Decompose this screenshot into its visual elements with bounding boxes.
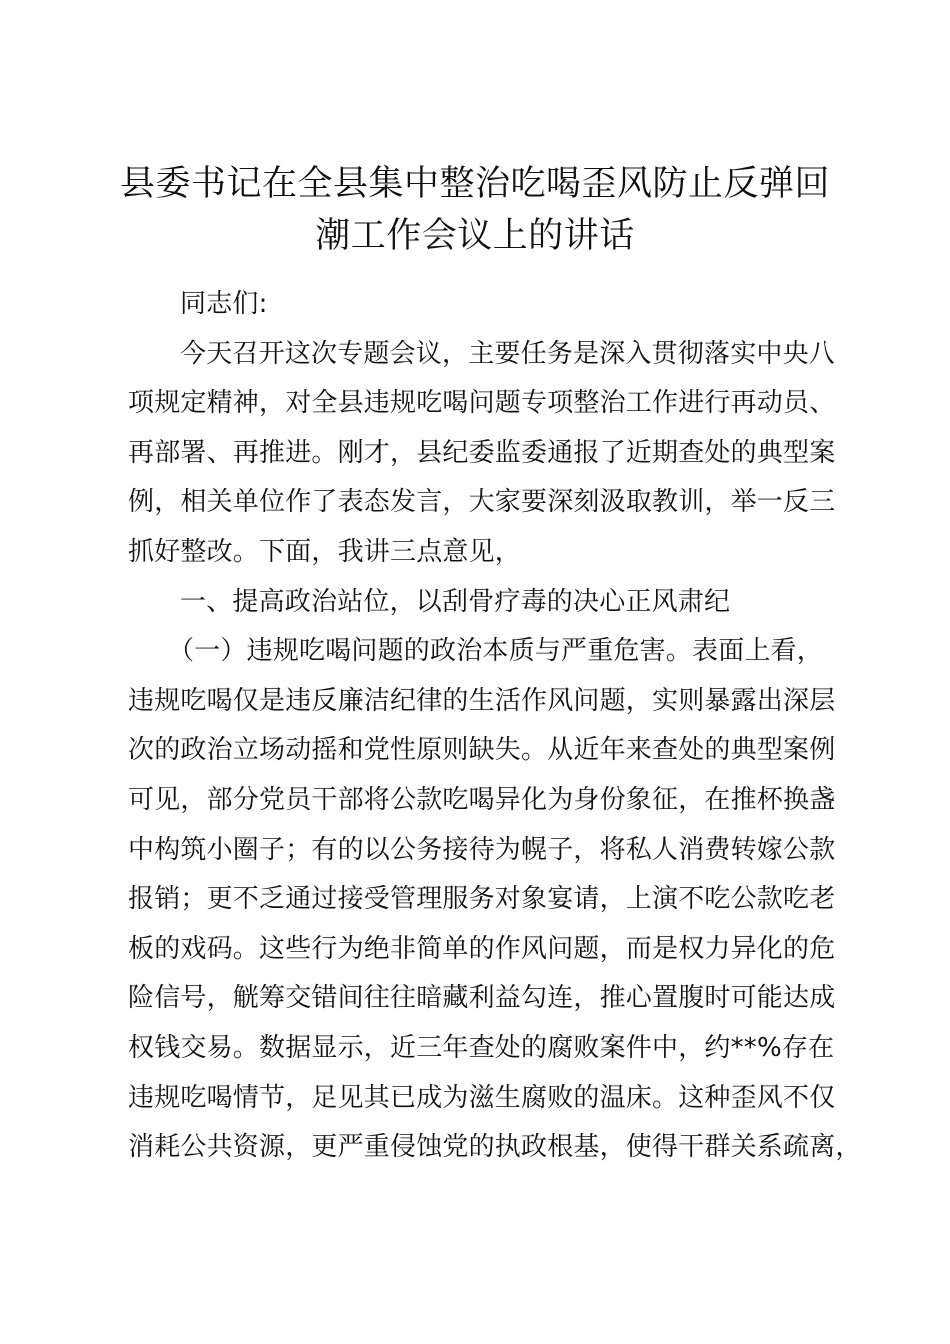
paragraph-line: 消耗公共资源，更严重侵蚀党的执政根基，使得干群关系疏离， (128, 1132, 862, 1163)
paragraph-line: 次的政治立场动摇和党性原则缺失。从近年来查处的典型案例 (128, 735, 836, 766)
paragraph-line: 项规定精神，对全县违规吃喝问题专项整治工作进行再动员、 (128, 388, 836, 419)
paragraph-line: 例，相关单位作了表态发言，大家要深刻汲取教训，举一反三 (128, 487, 836, 518)
title-line: 潮工作会议上的讲话 (315, 216, 635, 256)
section-heading: 一、提高政治站位，以刮骨疗毒的决心正风肃纪 (180, 586, 731, 617)
salutation: 同志们: (180, 289, 268, 319)
paragraph-line: 可见，部分党员干部将公款吃喝异化为身份象征，在推杯换盏 (128, 784, 836, 815)
paragraph-line: 中构筑小圈子；有的以公务接待为幌子，将私人消费转嫁公款 (128, 834, 836, 865)
paragraph-line: 板的戏码。这些行为绝非简单的作风问题，而是权力异化的危 (128, 933, 836, 964)
paragraph-line: 违规吃喝情节，足见其已成为滋生腐败的温床。这种歪风不仅 (128, 1082, 836, 1113)
paragraph-line: 抓好整改。下面，我讲三点意见， (128, 536, 522, 567)
paragraph-line: 报销；更不乏通过接受管理服务对象宴请，上演不吃公款吃老 (128, 884, 836, 915)
paragraph-line: 权钱交易。数据显示，近三年查处的腐败案件中，约**%存在 (128, 1032, 835, 1063)
paragraph-line: （一）违规吃喝问题的政治本质与严重危害。表面上看， (168, 636, 824, 667)
paragraph-line: 违规吃喝仅是违反廉洁纪律的生活作风问题，实则暴露出深层 (128, 685, 836, 716)
paragraph-line: 险信号，觥筹交错间往往暗藏利益勾连，推心置腹时可能达成 (128, 983, 836, 1014)
paragraph-line: 今天召开这次专题会议，主要任务是深入贯彻落实中央八 (180, 338, 836, 369)
paragraph-line: 再部署、再推进。刚才，县纪委监委通报了近期查处的典型案 (128, 437, 836, 468)
document-title (110, 158, 840, 262)
title-line: 县委书记在全县集中整治吃喝歪风防止反弹回 (119, 164, 830, 204)
document-body (128, 280, 862, 1173)
